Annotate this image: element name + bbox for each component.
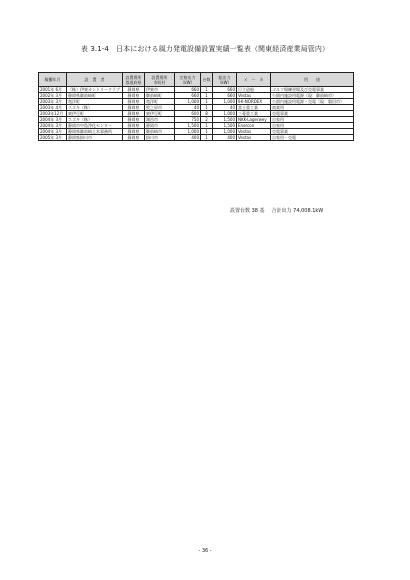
- table-cell: 竜洋町: [67, 99, 123, 105]
- table-cell: 1,000: [175, 129, 201, 135]
- column-header: 設 置 者: [67, 73, 123, 87]
- table-cell: 伊東市: [145, 87, 175, 93]
- table-row: [39, 93, 354, 99]
- table-cell: 1: [201, 99, 213, 105]
- table-cell: 1,000: [213, 129, 237, 135]
- column-header: 総出力 （kW）: [213, 73, 237, 87]
- table-cell: Vestas: [237, 135, 271, 141]
- wind-installations-table: [38, 72, 354, 141]
- table-cell: 三菱重工業: [237, 111, 271, 117]
- table-cell: 静岡県御前崎町: [67, 93, 123, 99]
- table-cell: 600: [175, 111, 201, 117]
- table-cell: ゴルフ場練習場及び売電事業: [271, 87, 354, 93]
- units-count-label: 設置台数 38 基: [230, 208, 265, 214]
- table-cell: 牧之原市: [145, 105, 175, 111]
- table-cell: 2001年 6月: [39, 87, 67, 93]
- table-cell: 静岡県: [123, 117, 145, 123]
- table-cell: 1,500: [175, 123, 201, 129]
- table-cell: 御前崎町: [145, 93, 175, 99]
- table-cell: 1: [201, 105, 213, 111]
- table-cell: 2003年 3月: [39, 99, 67, 105]
- table-cell: 2004年 3月: [39, 117, 67, 123]
- table-cell: 静岡市: [145, 123, 175, 129]
- table-cell: 400: [175, 135, 201, 141]
- table-cell: 富士重工業: [237, 105, 271, 111]
- table-cell: 静岡県: [123, 87, 145, 93]
- table-cell: 2004年 3月: [39, 123, 67, 129]
- table-cell: NKK-Lagerwey: [237, 117, 271, 123]
- table-row: [39, 135, 354, 141]
- table-cell: 1: [201, 87, 213, 93]
- table-cell: 400: [213, 135, 237, 141]
- table-cell: スズキ（株）: [67, 105, 123, 111]
- table-cell: 8: [201, 111, 213, 117]
- table-cell: 公園内施設用電源（現：御前崎市）: [271, 93, 354, 99]
- table-cell: 静岡県: [123, 93, 145, 99]
- table-cell: 東伊豆町: [67, 111, 123, 117]
- table-cell: 自家用: [271, 117, 354, 123]
- table-cell: 静岡県: [123, 123, 145, 129]
- table-cell: 1: [201, 123, 213, 129]
- table-cell: 2005年 3月: [39, 135, 67, 141]
- table-cell: 1,500: [213, 123, 237, 129]
- table-cell: 竜洋町: [145, 99, 175, 105]
- table-cell: 1: [201, 93, 213, 99]
- table-cell: Vestas: [237, 93, 271, 99]
- column-header: 設置場所 市町村: [145, 73, 175, 87]
- table-cell: 静岡市中島浄化センター: [67, 123, 123, 129]
- table-cell: 1,000: [175, 99, 201, 105]
- table-cell: 2002年 3月: [39, 93, 67, 99]
- table-cell: 商業用: [271, 105, 354, 111]
- table-cell: 660: [175, 93, 201, 99]
- table-cell: 御前崎市: [145, 129, 175, 135]
- table-cell: 1: [201, 135, 213, 141]
- table-cell: 1,000: [213, 111, 237, 117]
- table-cell: 40: [213, 105, 237, 111]
- table-row: [39, 87, 354, 93]
- table-cell: 660: [175, 87, 201, 93]
- total-output-label: 合計出力 74,008.1kW: [271, 208, 324, 214]
- table-cell: 750: [175, 117, 201, 123]
- page-number: - 36 -: [198, 548, 212, 554]
- table-cell: 40: [175, 105, 201, 111]
- table-cell: 2003年12月: [39, 111, 67, 117]
- column-header: 定格出力 （kW）: [175, 73, 201, 87]
- table-cell: 自家用: [271, 123, 354, 129]
- table-cell: 静岡県: [123, 129, 145, 135]
- table-cell: 660: [213, 87, 237, 93]
- table-cell: 静岡県掛川市: [67, 135, 123, 141]
- table-cell: 2: [201, 117, 213, 123]
- table-cell: 1,000: [213, 99, 237, 105]
- table-cell: 湖西市: [145, 117, 175, 123]
- column-header: 稼働年月: [39, 73, 67, 87]
- table-cell: 静岡県: [123, 111, 145, 117]
- table-cell: Vestas: [237, 129, 271, 135]
- table-header-row: [39, 73, 354, 87]
- table-cell: 静岡県: [123, 99, 145, 105]
- table-cell: Enercon: [237, 123, 271, 129]
- table-cell: 公園内施設用電源・売電（現：磐田市）: [271, 99, 354, 105]
- table-cell: 1,500: [213, 117, 237, 123]
- table-cell: 日立造船: [237, 87, 271, 93]
- table-cell: 静岡県御前崎土木事務所: [67, 129, 123, 135]
- table-cell: スズキ（株）: [67, 117, 123, 123]
- table-cell: 静岡県: [123, 105, 145, 111]
- table-cell: 2004年 3月: [39, 129, 67, 135]
- table-cell: 掛川市: [145, 135, 175, 141]
- table-cell: 自家用・売電: [271, 135, 354, 141]
- column-header: 用 途: [271, 73, 354, 87]
- column-header: 設置場所 都道府県: [123, 73, 145, 87]
- table-cell: 660: [213, 93, 237, 99]
- table-cell: 売電事業: [271, 111, 354, 117]
- table-cell: 1: [201, 129, 213, 135]
- table-cell: IHI-NORDEX: [237, 99, 271, 105]
- column-header: 台数: [201, 73, 213, 87]
- table-caption: 表 3.1-4 日本における風力発電設備設置実績一覧表（関東経済産業局管内）: [80, 45, 330, 53]
- table-cell: 東伊豆町: [145, 111, 175, 117]
- table-cell: 売電事業: [271, 129, 354, 135]
- table-cell: （株）伊東カントリークラブ: [67, 87, 123, 93]
- table-cell: 静岡県: [123, 135, 145, 141]
- table-summary: [230, 207, 323, 214]
- column-header: メ ー カ: [237, 73, 271, 87]
- table-cell: 2003年 4月: [39, 105, 67, 111]
